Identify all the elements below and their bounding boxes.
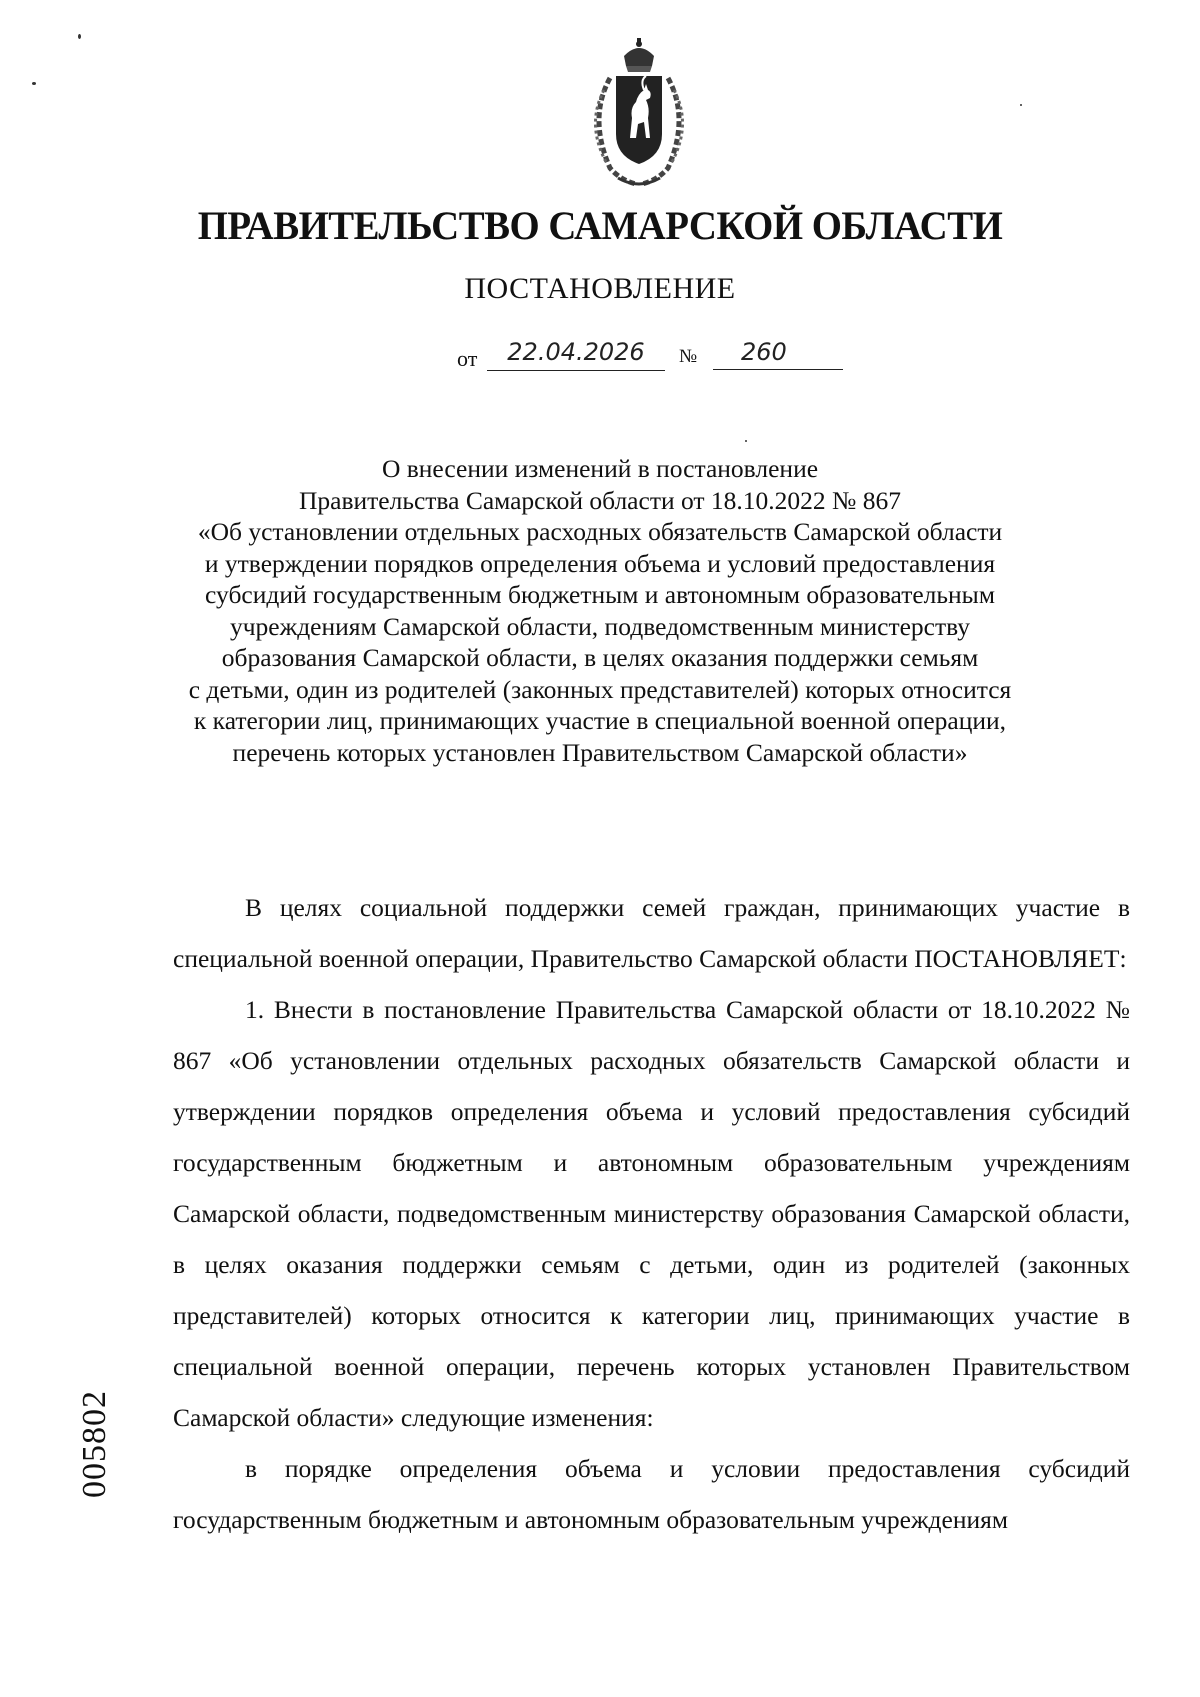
date-number-line xyxy=(457,338,857,374)
date-label: от xyxy=(457,346,478,371)
subject-line: с детьми, один из родителей (законных представителей) которых относится xyxy=(188,674,1012,704)
document-body xyxy=(173,882,1130,1545)
scan-speck xyxy=(1020,104,1022,106)
subject-line: Правительства Самарской области от 18.10.2022 № 867 xyxy=(298,485,901,515)
body-paragraph: в порядке определения объема и условии предоставления субсидий государственным бюджетным и автономным образовательным учреждениям xyxy=(173,1454,1130,1534)
margin-serial-number: 005802 xyxy=(76,1390,113,1498)
coat-of-arms-icon xyxy=(580,38,698,190)
number-label: № xyxy=(679,346,698,367)
subject-line: учреждениям Самарской области, подведомственным министерству xyxy=(229,611,971,641)
subject-line: образования Самарской области, в целях оказания поддержки семьям xyxy=(221,643,979,672)
document-subject xyxy=(150,453,1050,768)
subject-line: О внесении изменений в постановление xyxy=(381,454,819,483)
document-type: ПОСТАНОВЛЕНИЕ xyxy=(464,272,736,305)
scan-speck xyxy=(745,440,747,442)
subject-line: и утверждении порядков определения объема и условий предоставления xyxy=(204,548,996,578)
subject-line: субсидий государственным бюджетным и автономным образовательным xyxy=(205,580,995,609)
date-value: 22.04.2026 xyxy=(487,338,665,371)
scan-speck xyxy=(32,82,36,85)
subject-line: перечень которых установлен Правительством Самарской области» xyxy=(232,737,968,767)
body-paragraph: В целях социальной поддержки семей граждан, принимающих участие в специальной военной операции, Правительство Самарской области ПОСТАНОВЛЯЕТ: xyxy=(173,893,1130,973)
number-value: 260 xyxy=(713,338,843,370)
scan-speck xyxy=(78,34,81,39)
subject-line: к категории лиц, принимающих участие в специальной военной операции, xyxy=(193,706,1007,735)
government-title: ПРАВИТЕЛЬСТВО САМАРСКОЙ ОБЛАСТИ xyxy=(197,203,1003,248)
body-paragraph: 1. Внести в постановление Правительства Самарской области от 18.10.2022 № 867 «Об установлении отдельных расходных обязательств Самарской области и утверждении порядков определения объема и условий предоставления субсидий государственным бюджетным и автономным образовательным учреждениям Самарской области, подведомственным министерству образования Самарской области, в целях оказания поддержки семьям с детьми, один из родителей (законных представителей) которых относится к категории лиц, принимающих участие в специальной военной операции, перечень которых установлен Правительством Самарской области» следующие изменения: xyxy=(173,995,1130,1432)
subject-line: «Об установлении отдельных расходных обязательств Самарской области xyxy=(197,517,1003,546)
